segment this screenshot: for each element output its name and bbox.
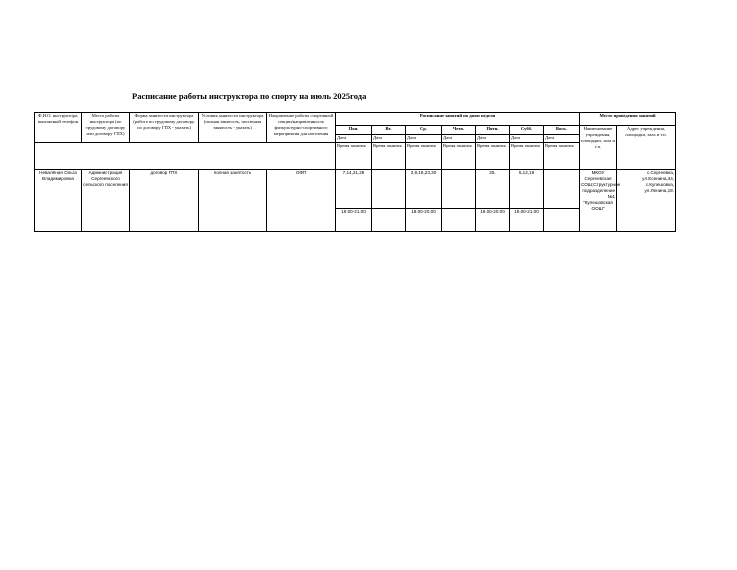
header-venue-group: Место проведения занятий bbox=[580, 113, 676, 126]
header-venue-address: Адрес учреждения, площадки, зала и т.п. bbox=[617, 126, 676, 170]
page-title: Расписание работы инструктора по спорту на июль 2025года bbox=[132, 91, 367, 101]
cell-fri-time: 19.00-20.00 bbox=[476, 208, 510, 231]
day-wed: Ср. bbox=[406, 126, 442, 135]
cell-fri-dates: 25. bbox=[476, 170, 510, 209]
day-thu: Четв. bbox=[442, 126, 476, 135]
day-sun: Воск. bbox=[544, 126, 580, 135]
day-tue: Вт. bbox=[372, 126, 406, 135]
label-date: Дата bbox=[442, 134, 476, 143]
label-date: Дата bbox=[476, 134, 510, 143]
schedule-table bbox=[34, 112, 721, 232]
header-employment-form: Форма занятости инструктора (работа по трудовому договору, по договору ГПХ - указать) bbox=[130, 113, 199, 143]
label-date: Дата bbox=[510, 134, 544, 143]
cell-venue-address: с.Сергеевка, ул.Есенина,34, с.Кулешовка, ул.Ленина,19. bbox=[617, 170, 676, 232]
header-fio: Ф.И.О. инструктора, контактный телефон bbox=[35, 113, 82, 143]
cell-venue-name: МКОУ Сергеевская СОШ; Структурное подразделение №1 "Кулешовская ООШ" bbox=[580, 170, 617, 232]
cell-wed-time: 18.00-20.00 bbox=[406, 208, 442, 231]
label-time: Время занятия bbox=[442, 143, 476, 170]
label-time: Время занятия bbox=[544, 143, 580, 170]
label-time: Время занятия bbox=[406, 143, 442, 170]
label-date: Дата bbox=[336, 134, 372, 143]
day-mon: Пон. bbox=[336, 126, 372, 135]
cell-employment-conditions: полная занятость bbox=[199, 170, 267, 232]
cell-mon-time: 19.00-21.00 bbox=[336, 208, 372, 231]
cell-mon-dates: 7,14,21,28 bbox=[336, 170, 372, 209]
day-fri: Пятн. bbox=[476, 126, 510, 135]
cell-workplace: Администрация Сергеевского сельского поселения bbox=[82, 170, 130, 232]
day-sat: Субб. bbox=[510, 126, 544, 135]
cell-fio: Невалёная Ольга Владимировна bbox=[35, 170, 82, 232]
label-date: Дата bbox=[406, 134, 442, 143]
header-workplace: Место работы инструктора (по трудовому договору или договору ГПХ) bbox=[82, 113, 130, 143]
label-time: Время занятия bbox=[336, 143, 372, 170]
cell-wed-dates: 2,9,16,23,30 bbox=[406, 170, 442, 209]
header-direction: Направление работы спортивной секции/направленность физкультурно-спортивного мероприятия для населения bbox=[267, 113, 336, 143]
label-time: Время занятия bbox=[372, 143, 406, 170]
label-time: Время занятия bbox=[476, 143, 510, 170]
cell-direction: ОФП bbox=[267, 170, 336, 232]
label-date: Дата bbox=[544, 134, 580, 143]
header-venue-name: Наименование учреждения, площадки, зала и т.п. bbox=[580, 126, 617, 170]
header-schedule-group: Расписание занятий по дням недели bbox=[336, 113, 580, 126]
cell-sat-time: 19.00-21.00 bbox=[510, 208, 544, 231]
header-employment-conditions: Условия занятости инструктора (полная занятость, частичная занятость - указать) bbox=[199, 113, 267, 143]
label-date: Дата bbox=[372, 134, 406, 143]
label-time: Время занятия bbox=[510, 143, 544, 170]
cell-employment-form: договор ГПХ bbox=[130, 170, 199, 232]
cell-sat-dates: 5,12,19 bbox=[510, 170, 544, 209]
